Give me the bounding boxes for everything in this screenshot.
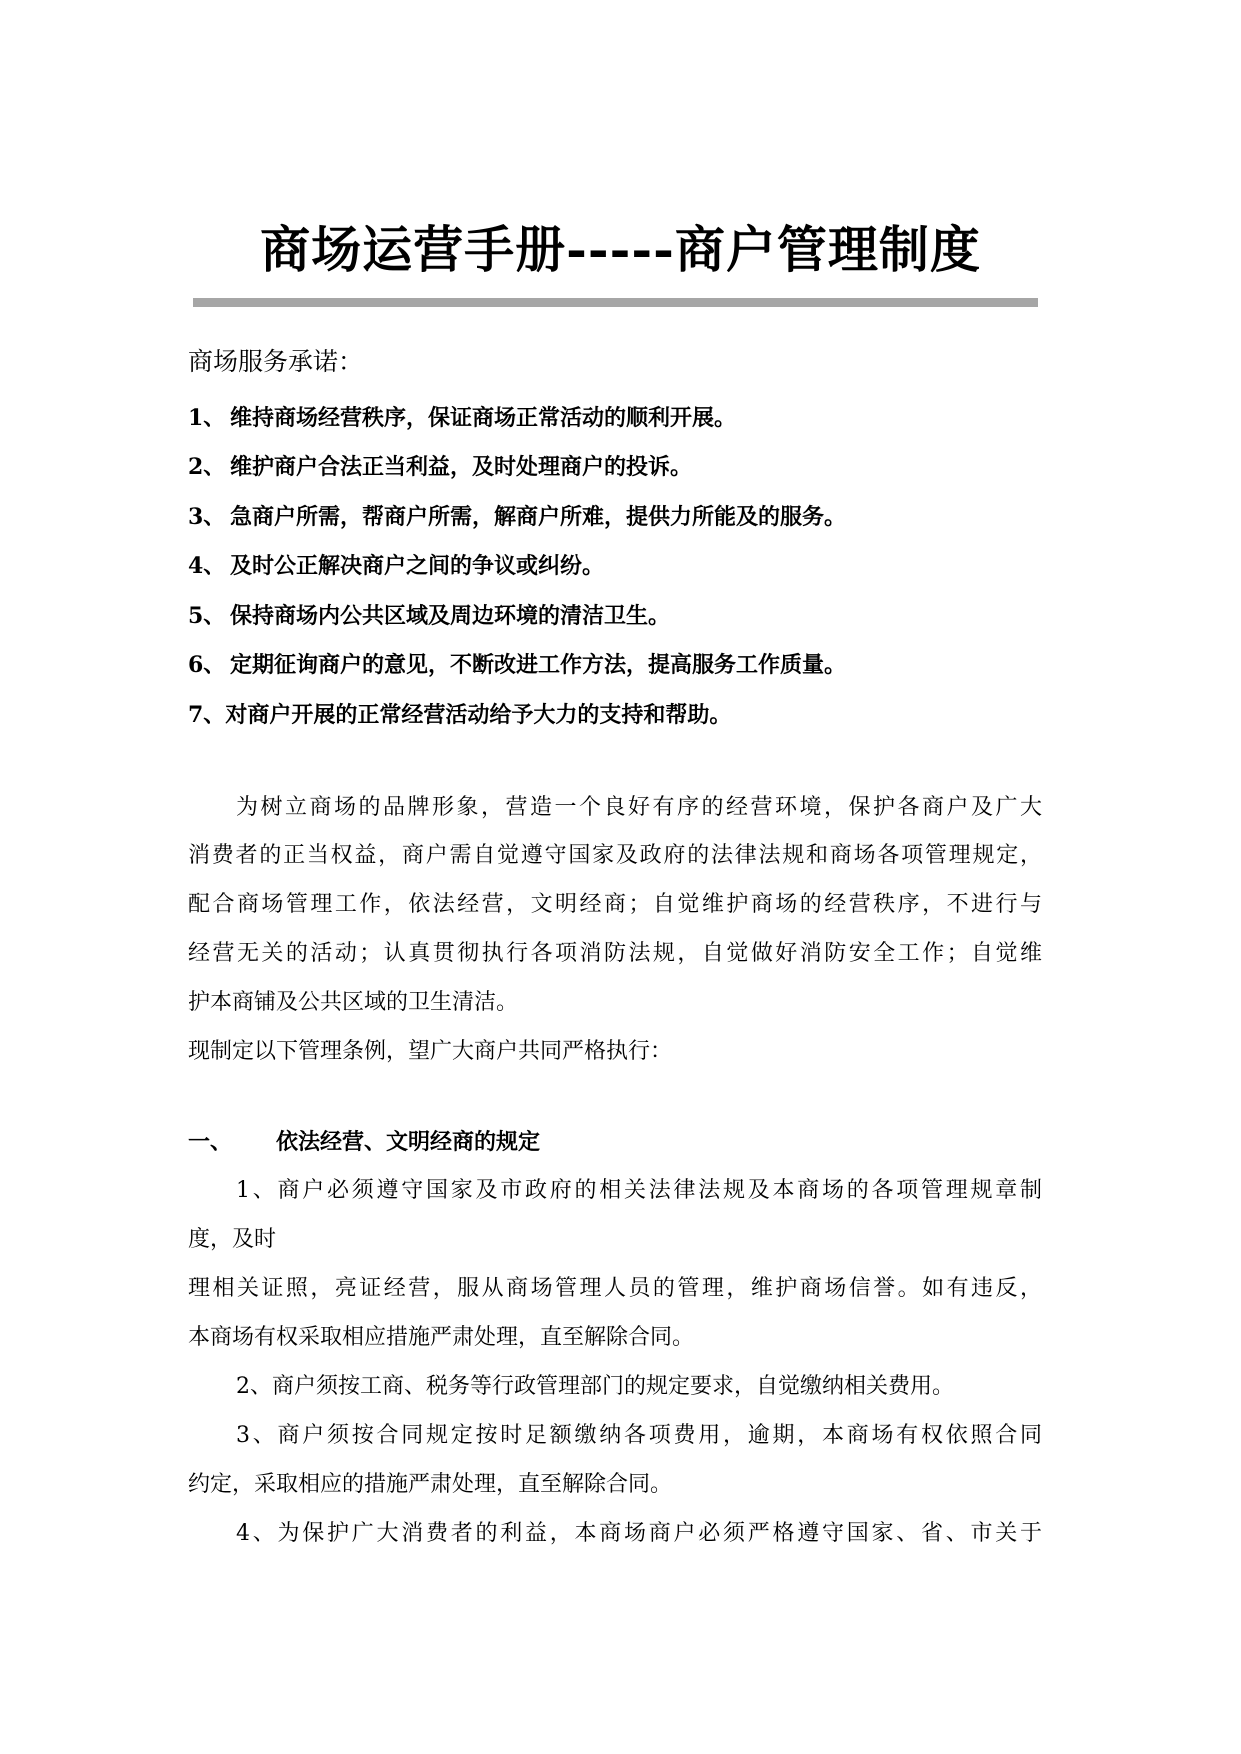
clause-line: 约定，采取相应的措施严肃处理，直至解除合同。 — [188, 1472, 673, 1497]
commitment-text: 对商户开展的正常经营活动给予大力的支持和帮助。 — [225, 702, 732, 728]
commitment-text: 定期征询商户的意见，不断改进工作方法，提高服务工作质量。 — [230, 652, 847, 678]
intro-line: 护本商铺及公共区域的卫生清洁。 — [188, 990, 519, 1015]
clause-line: 度，及时 — [188, 1227, 277, 1252]
commitment-number: 5、 — [188, 603, 226, 629]
intro-line: 消费者的正当权益，商户需自觉遵守国家及政府的法律法规和商场各项管理规定， — [188, 843, 1042, 868]
commitment-number: 6、 — [188, 652, 226, 678]
commitment-item — [188, 699, 731, 731]
clause-line: 1、商户必须遵守国家及市政府的相关法律法规及本商场的各项管理规章制 — [236, 1178, 1042, 1203]
clause-line: 本商场有权采取相应措施严肃处理，直至解除合同。 — [188, 1325, 695, 1350]
part-number: 一、 — [188, 1129, 233, 1155]
commitment-number: 1、 — [188, 405, 226, 431]
commitment-number: 4、 — [188, 553, 226, 579]
commitment-text: 急商户所需，帮商户所需，解商户所难，提供力所能及的服务。 — [230, 504, 847, 530]
commitment-number: 7、 — [188, 702, 226, 728]
intro-line: 现制定以下管理条例，望广大商户共同严格执行： — [188, 1039, 673, 1064]
commitment-text: 维持商场经营秩序，保证商场正常活动的顺利开展。 — [230, 405, 737, 431]
title-divider — [193, 298, 1038, 307]
commitment-item — [188, 402, 736, 434]
commitment-item — [188, 649, 846, 681]
clause-line: 3、商户须按合同规定按时足额缴纳各项费用，逾期，本商场有权依照合同 — [236, 1423, 1042, 1448]
part-title: 依法经营、文明经商的规定 — [276, 1129, 541, 1155]
commitment-number: 2、 — [188, 454, 226, 480]
commitment-item — [188, 600, 670, 632]
clause-line: 2、商户须按工商、税务等行政管理部门的规定要求，自觉缴纳相关费用。 — [236, 1374, 954, 1399]
commitment-item — [188, 501, 846, 533]
document-title: 商场运营手册-----商户管理制度 — [260, 220, 981, 279]
part-heading — [188, 1125, 540, 1159]
intro-line: 为树立商场的品牌形象，营造一个良好有序的经营环境，保护各商户及广大 — [236, 795, 1042, 820]
commitment-item — [188, 451, 692, 483]
commitment-number: 3、 — [188, 504, 226, 530]
commitment-item — [188, 550, 604, 582]
commitment-text: 维护商户合法正当利益，及时处理商户的投诉。 — [230, 454, 693, 480]
intro-line: 经营无关的活动；认真贯彻执行各项消防法规，自觉做好消防安全工作；自觉维 — [188, 941, 1042, 966]
clause-line: 4、为保护广大消费者的利益，本商场商户必须严格遵守国家、省、市关于 — [236, 1521, 1042, 1546]
clause-line: 理相关证照，亮证经营，服从商场管理人员的管理，维护商场信誉。如有违反， — [188, 1276, 1042, 1301]
commitment-text: 及时公正解决商户之间的争议或纠纷。 — [230, 553, 605, 579]
commitment-heading: 商场服务承诺： — [188, 347, 364, 376]
intro-line: 配合商场管理工作，依法经营，文明经商；自觉维护商场的经营秩序，不进行与 — [188, 892, 1042, 917]
commitment-text: 保持商场内公共区域及周边环境的清洁卫生。 — [230, 603, 671, 629]
